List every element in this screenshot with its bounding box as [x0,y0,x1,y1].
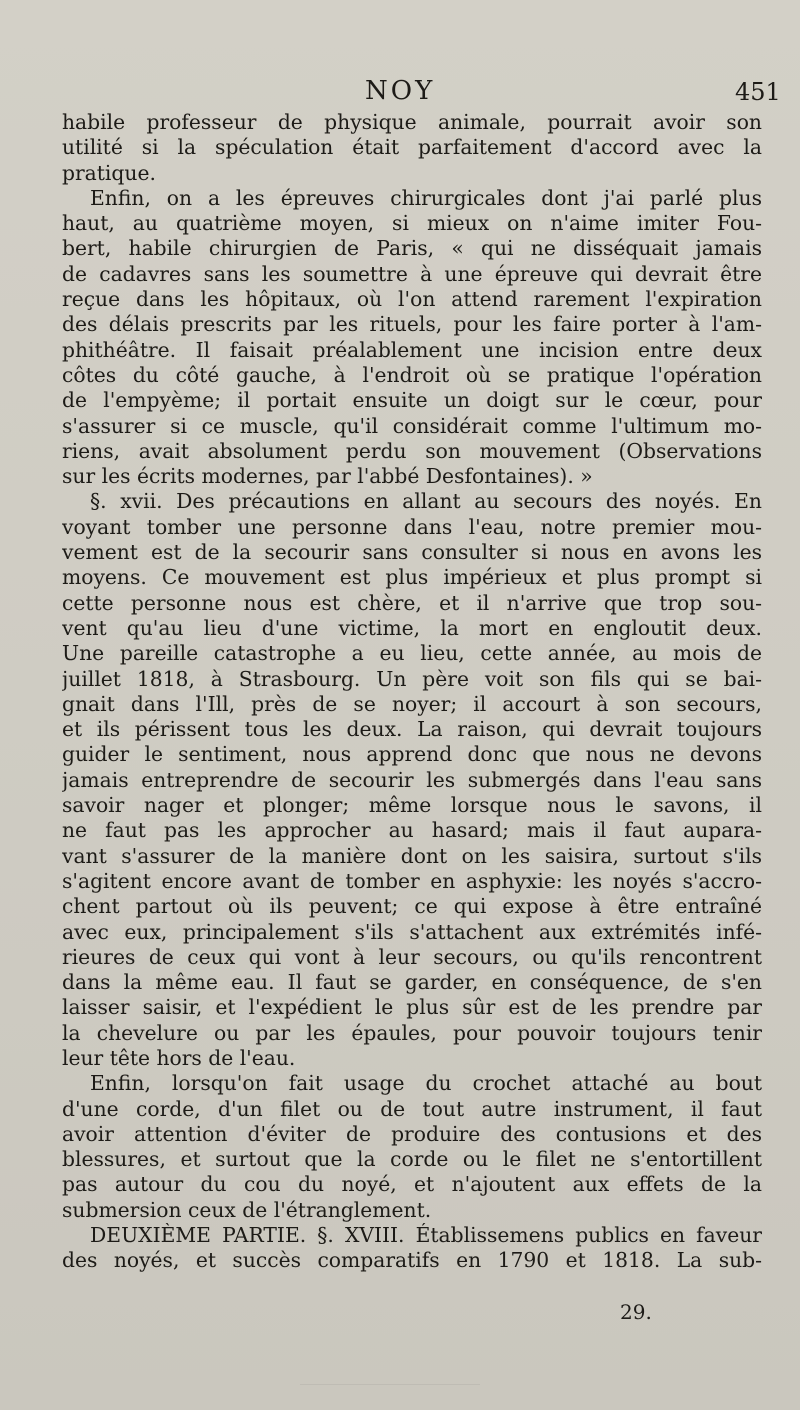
text-line: avec eux, principalement s'ils s'attachent aux extrémités infé- [62,919,762,944]
text-line: pratique. [62,160,156,185]
text-line: d'une corde, d'un filet ou de tout autre instrument, il faut [62,1096,762,1121]
running-head [0,76,800,112]
text-line: laisser saisir, et l'expédient le plus sûr est de les prendre par [62,995,762,1020]
page-number: 451 [735,78,781,106]
text-line: haut, au quatrième moyen, si mieux on n'aime imiter Fou- [62,211,762,236]
text-line: sur les écrits modernes, par l'abbé Desfontaines). » [62,464,593,489]
text-line: cette personne nous est chère, et il n'arrive que trop sou- [62,590,762,615]
text-line: riens, avait absolument perdu son mouvement (Observations [62,438,762,463]
text-line: Une pareille catastrophe a eu lieu, cette année, au mois de [62,641,762,666]
text-line: s'agitent encore avant de tomber en asphyxie: les noyés s'accro- [62,868,762,893]
bottom-rule [300,1384,480,1385]
text-line: jamais entreprendre de secourir les submergés dans l'eau sans [62,767,762,792]
text-line: côtes du côté gauche, à l'endroit où se pratique l'opération [62,362,762,387]
text-line: submersion ceux de l'étranglement. [62,1197,432,1222]
text-line: dans la même eau. Il faut se garder, en conséquence, de s'en [62,970,762,995]
text-line: savoir nager et plonger; même lorsque nous le savons, il [62,793,762,818]
text-line: gnait dans l'Ill, près de se noyer; il accourt à son secours, [62,691,762,716]
text-line: DEUXIÈME PARTIE. §. XVIII. Établissemens publics en faveur [90,1223,762,1248]
text-line: avoir attention d'éviter de produire des contusions et des [62,1121,762,1146]
text-line: Enfin, lorsqu'on fait usage du crochet attaché au bout [90,1071,762,1096]
text-line: des délais prescrits par les rituels, pour les faire porter à l'am- [62,312,762,337]
text-line: phithéâtre. Il faisait préalablement une incision entre deux [62,337,762,362]
text-line: s'assurer si ce muscle, qu'il considérait comme l'ultimum mo- [62,413,762,438]
text-line: bert, habile chirurgien de Paris, « qui ne disséquait jamais [62,236,762,261]
text-line: et ils périssent tous les deux. La raison, qui devrait toujours [62,717,762,742]
text-line: ne faut pas les approcher au hasard; mais il faut aupara- [62,818,762,843]
text-line: utilité si la spéculation était parfaitement d'accord avec la [62,135,762,160]
text-line: de cadavres sans les soumettre à une épreuve qui devrait être [62,261,762,286]
text-line: habile professeur de physique animale, pourrait avoir son [62,110,762,134]
text-line: Enfin, on a les épreuves chirurgicales dont j'ai parlé plus [90,185,762,210]
text-line: rieures de ceux qui vont à leur secours, ou qu'ils rencontrent [62,944,762,969]
text-line: vant s'assurer de la manière dont on les saisira, surtout s'ils [62,843,762,868]
text-line: pas autour du cou du noyé, et n'ajoutent aux effets de la [62,1172,762,1197]
text-line: vent qu'au lieu d'une victime, la mort en engloutit deux. [62,615,762,640]
text-line: blessures, et surtout que la corde ou le filet ne s'entortillent [62,1147,762,1172]
text-line: vement est de la secourir sans consulter si nous en avons les [62,540,762,565]
text-line: moyens. Ce mouvement est plus impérieux et plus prompt si [62,565,762,590]
text-line: juillet 1818, à Strasbourg. Un père voit son fils qui se bai- [62,666,762,691]
text-line: voyant tomber une personne dans l'eau, notre premier mou- [62,514,762,539]
text-line: guider le sentiment, nous apprend donc que nous ne devons [62,742,762,767]
text-line: reçue dans les hôpitaux, où l'on attend rarement l'expiration [62,287,762,312]
signature-mark: 29. [620,1300,652,1324]
text-line: de l'empyème; il portait ensuite un doigt sur le cœur, pour [62,388,762,413]
text-line: §. xvii. Des précautions en allant au secours des noyés. En [90,489,762,514]
text-line: chent partout où ils peuvent; ce qui expose à être entraîné [62,894,762,919]
body-text [62,110,762,1274]
running-head-title: NOY [365,76,436,106]
text-line: la chevelure ou par les épaules, pour pouvoir toujours tenir [62,1020,762,1045]
text-line: des noyés, et succès comparatifs en 1790 et 1818. La sub- [62,1248,762,1273]
text-line: leur tête hors de l'eau. [62,1045,296,1070]
